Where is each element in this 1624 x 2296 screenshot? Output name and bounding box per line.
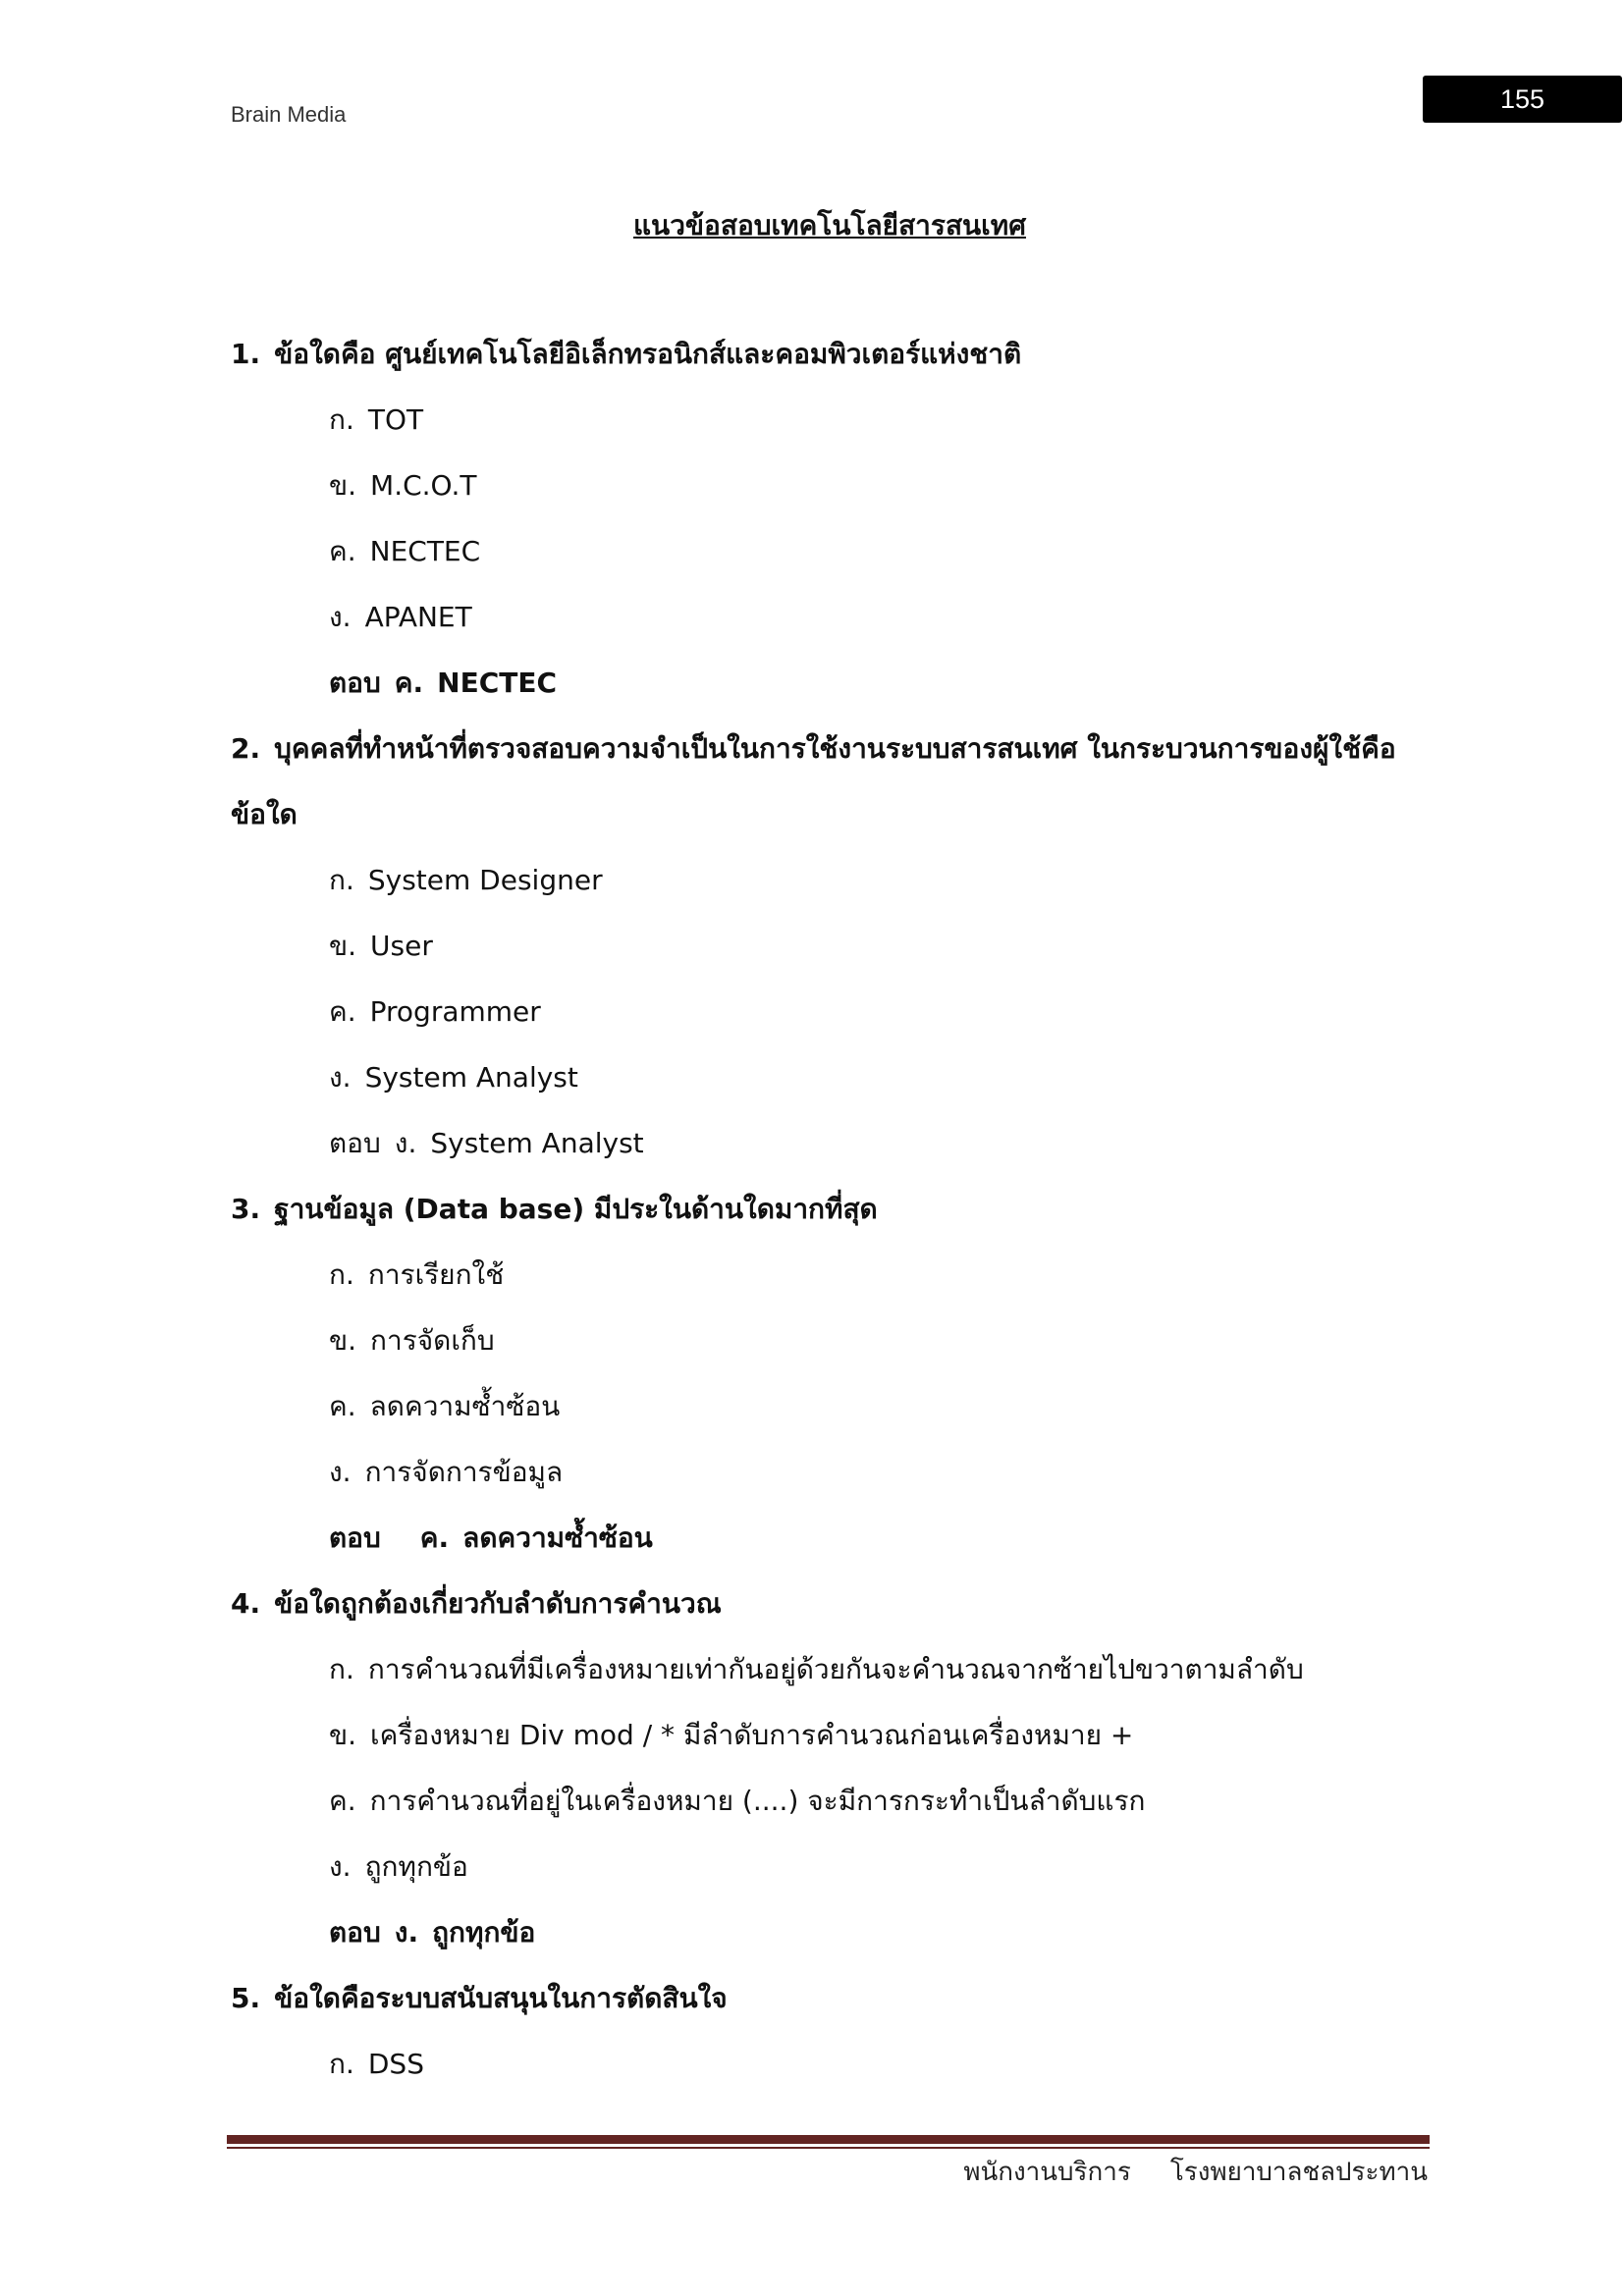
option-letter: ค. [329, 1785, 356, 1817]
option-letter: ค. [329, 1390, 356, 1422]
option-text: User [370, 930, 433, 962]
question-2 [231, 716, 1468, 781]
option-text: Programmer [369, 995, 541, 1028]
option-letter: ก. [329, 1653, 354, 1685]
answer-letter: ง. [394, 1916, 419, 1949]
question-1 [231, 321, 1468, 387]
option [231, 1636, 1468, 1702]
question-text: ข้อใดคือ ศูนย์เทคโนโลยีอิเล็กทรอนิกส์และคอมพิวเตอร์แห่งชาติ [274, 338, 1022, 370]
question-4 [231, 1571, 1468, 1636]
option-text: ถูกทุกข้อ [364, 1850, 468, 1883]
option [231, 1768, 1468, 1834]
option-text: การเรียกใช้ [367, 1258, 505, 1291]
option-letter: ง. [329, 1456, 352, 1488]
answer [231, 1899, 1468, 1965]
question-number: 3. [231, 1193, 261, 1225]
footer [963, 2152, 1428, 2192]
page-title: แนวข้อสอบเทคโนโลยีสารสนเทศ [633, 209, 1026, 241]
footer-rule-thick [227, 2135, 1430, 2144]
option [231, 1373, 1468, 1439]
option-letter: ข. [329, 1324, 357, 1357]
answer-letter: ค. [419, 1522, 450, 1554]
option [231, 518, 1468, 584]
question-number: 2. [231, 732, 261, 765]
option-text: การจัดการข้อมูล [364, 1456, 564, 1488]
question-number: 4. [231, 1587, 261, 1620]
option [231, 979, 1468, 1044]
option [231, 1439, 1468, 1505]
option-text: System Designer [367, 864, 603, 896]
option [231, 1834, 1468, 1899]
option-letter: ก. [329, 2048, 354, 2080]
question-text: บุคคลที่ทำหน้าที่ตรวจสอบความจำเป็นในการใช้งานระบบสารสนเทศ ในกระบวนการของผู้ใช้คือ [274, 732, 1396, 765]
answer-letter: ง. [394, 1127, 417, 1159]
option-letter: ข. [329, 930, 357, 962]
option-text: TOT [367, 403, 424, 436]
option-text: เครื่องหมาย Div mod / * มีลำดับการคำนวณก่อนเครื่องหมาย + [370, 1719, 1134, 1751]
option-text: การคำนวณที่อยู่ในเครื่องหมาย (....) จะมีการกระทำเป็นลำดับแรก [369, 1785, 1146, 1817]
question-list [231, 321, 1468, 2097]
question-text: ฐานข้อมูล (Data base) มีประในด้านใดมากที่สุด [274, 1193, 878, 1225]
answer-label: ตอบ [329, 1522, 381, 1554]
option-letter: ก. [329, 403, 354, 436]
option-letter: ก. [329, 864, 354, 896]
option [231, 453, 1468, 518]
option [231, 847, 1468, 913]
option [231, 387, 1468, 453]
option-text: การคำนวณที่มีเครื่องหมายเท่ากันอยู่ด้วยกันจะคำนวณจากซ้ายไปขวาตามลำดับ [367, 1653, 1304, 1685]
option [231, 1702, 1468, 1768]
answer-text: System Analyst [430, 1127, 644, 1159]
answer-text: ถูกทุกข้อ [432, 1916, 536, 1949]
footer-rule-thin [227, 2147, 1430, 2149]
option [231, 584, 1468, 650]
question-5 [231, 1965, 1468, 2031]
answer [231, 1505, 1468, 1571]
option-letter: ง. [329, 601, 352, 633]
question-number: 5. [231, 1982, 261, 2014]
answer-text: ลดความซ้ำซ้อน [462, 1522, 653, 1554]
option-letter: ค. [329, 995, 356, 1028]
option-text: M.C.O.T [370, 469, 477, 502]
question-2-continued: ข้อใด [231, 798, 298, 830]
question-text: ข้อใดถูกต้องเกี่ยวกับลำดับการคำนวณ [274, 1587, 722, 1620]
option [231, 1242, 1468, 1308]
option-letter: ก. [329, 1258, 354, 1291]
answer [231, 650, 1468, 716]
option-text: ลดความซ้ำซ้อน [369, 1390, 561, 1422]
option [231, 2031, 1468, 2097]
option-letter: ค. [329, 535, 356, 567]
header-brand: Brain Media [231, 102, 347, 127]
answer [231, 1110, 1468, 1176]
option-text: การจัดเก็บ [370, 1324, 495, 1357]
option-text: DSS [367, 2048, 424, 2080]
option-text: APANET [364, 601, 472, 633]
option-text: System Analyst [364, 1061, 578, 1094]
answer-label: ตอบ [329, 667, 381, 699]
option-letter: ง. [329, 1061, 352, 1094]
answer-letter: ค. [394, 667, 424, 699]
answer-text: NECTEC [437, 667, 558, 699]
option-letter: ง. [329, 1850, 352, 1883]
question-3 [231, 1176, 1468, 1242]
question-text: ข้อใดคือระบบสนับสนุนในการตัดสินใจ [274, 1982, 728, 2014]
option-letter: ข. [329, 1719, 357, 1751]
option [231, 1044, 1468, 1110]
option-text: NECTEC [369, 535, 481, 567]
footer-organization: โรงพยาบาลชลประทาน [1169, 2158, 1428, 2187]
answer-label: ตอบ [329, 1127, 381, 1159]
option [231, 913, 1468, 979]
page-number-badge: 155 [1423, 76, 1622, 123]
footer-position: พนักงานบริการ [963, 2158, 1131, 2187]
option [231, 1308, 1468, 1373]
answer-label: ตอบ [329, 1916, 381, 1949]
option-letter: ข. [329, 469, 357, 502]
question-number: 1. [231, 338, 261, 370]
